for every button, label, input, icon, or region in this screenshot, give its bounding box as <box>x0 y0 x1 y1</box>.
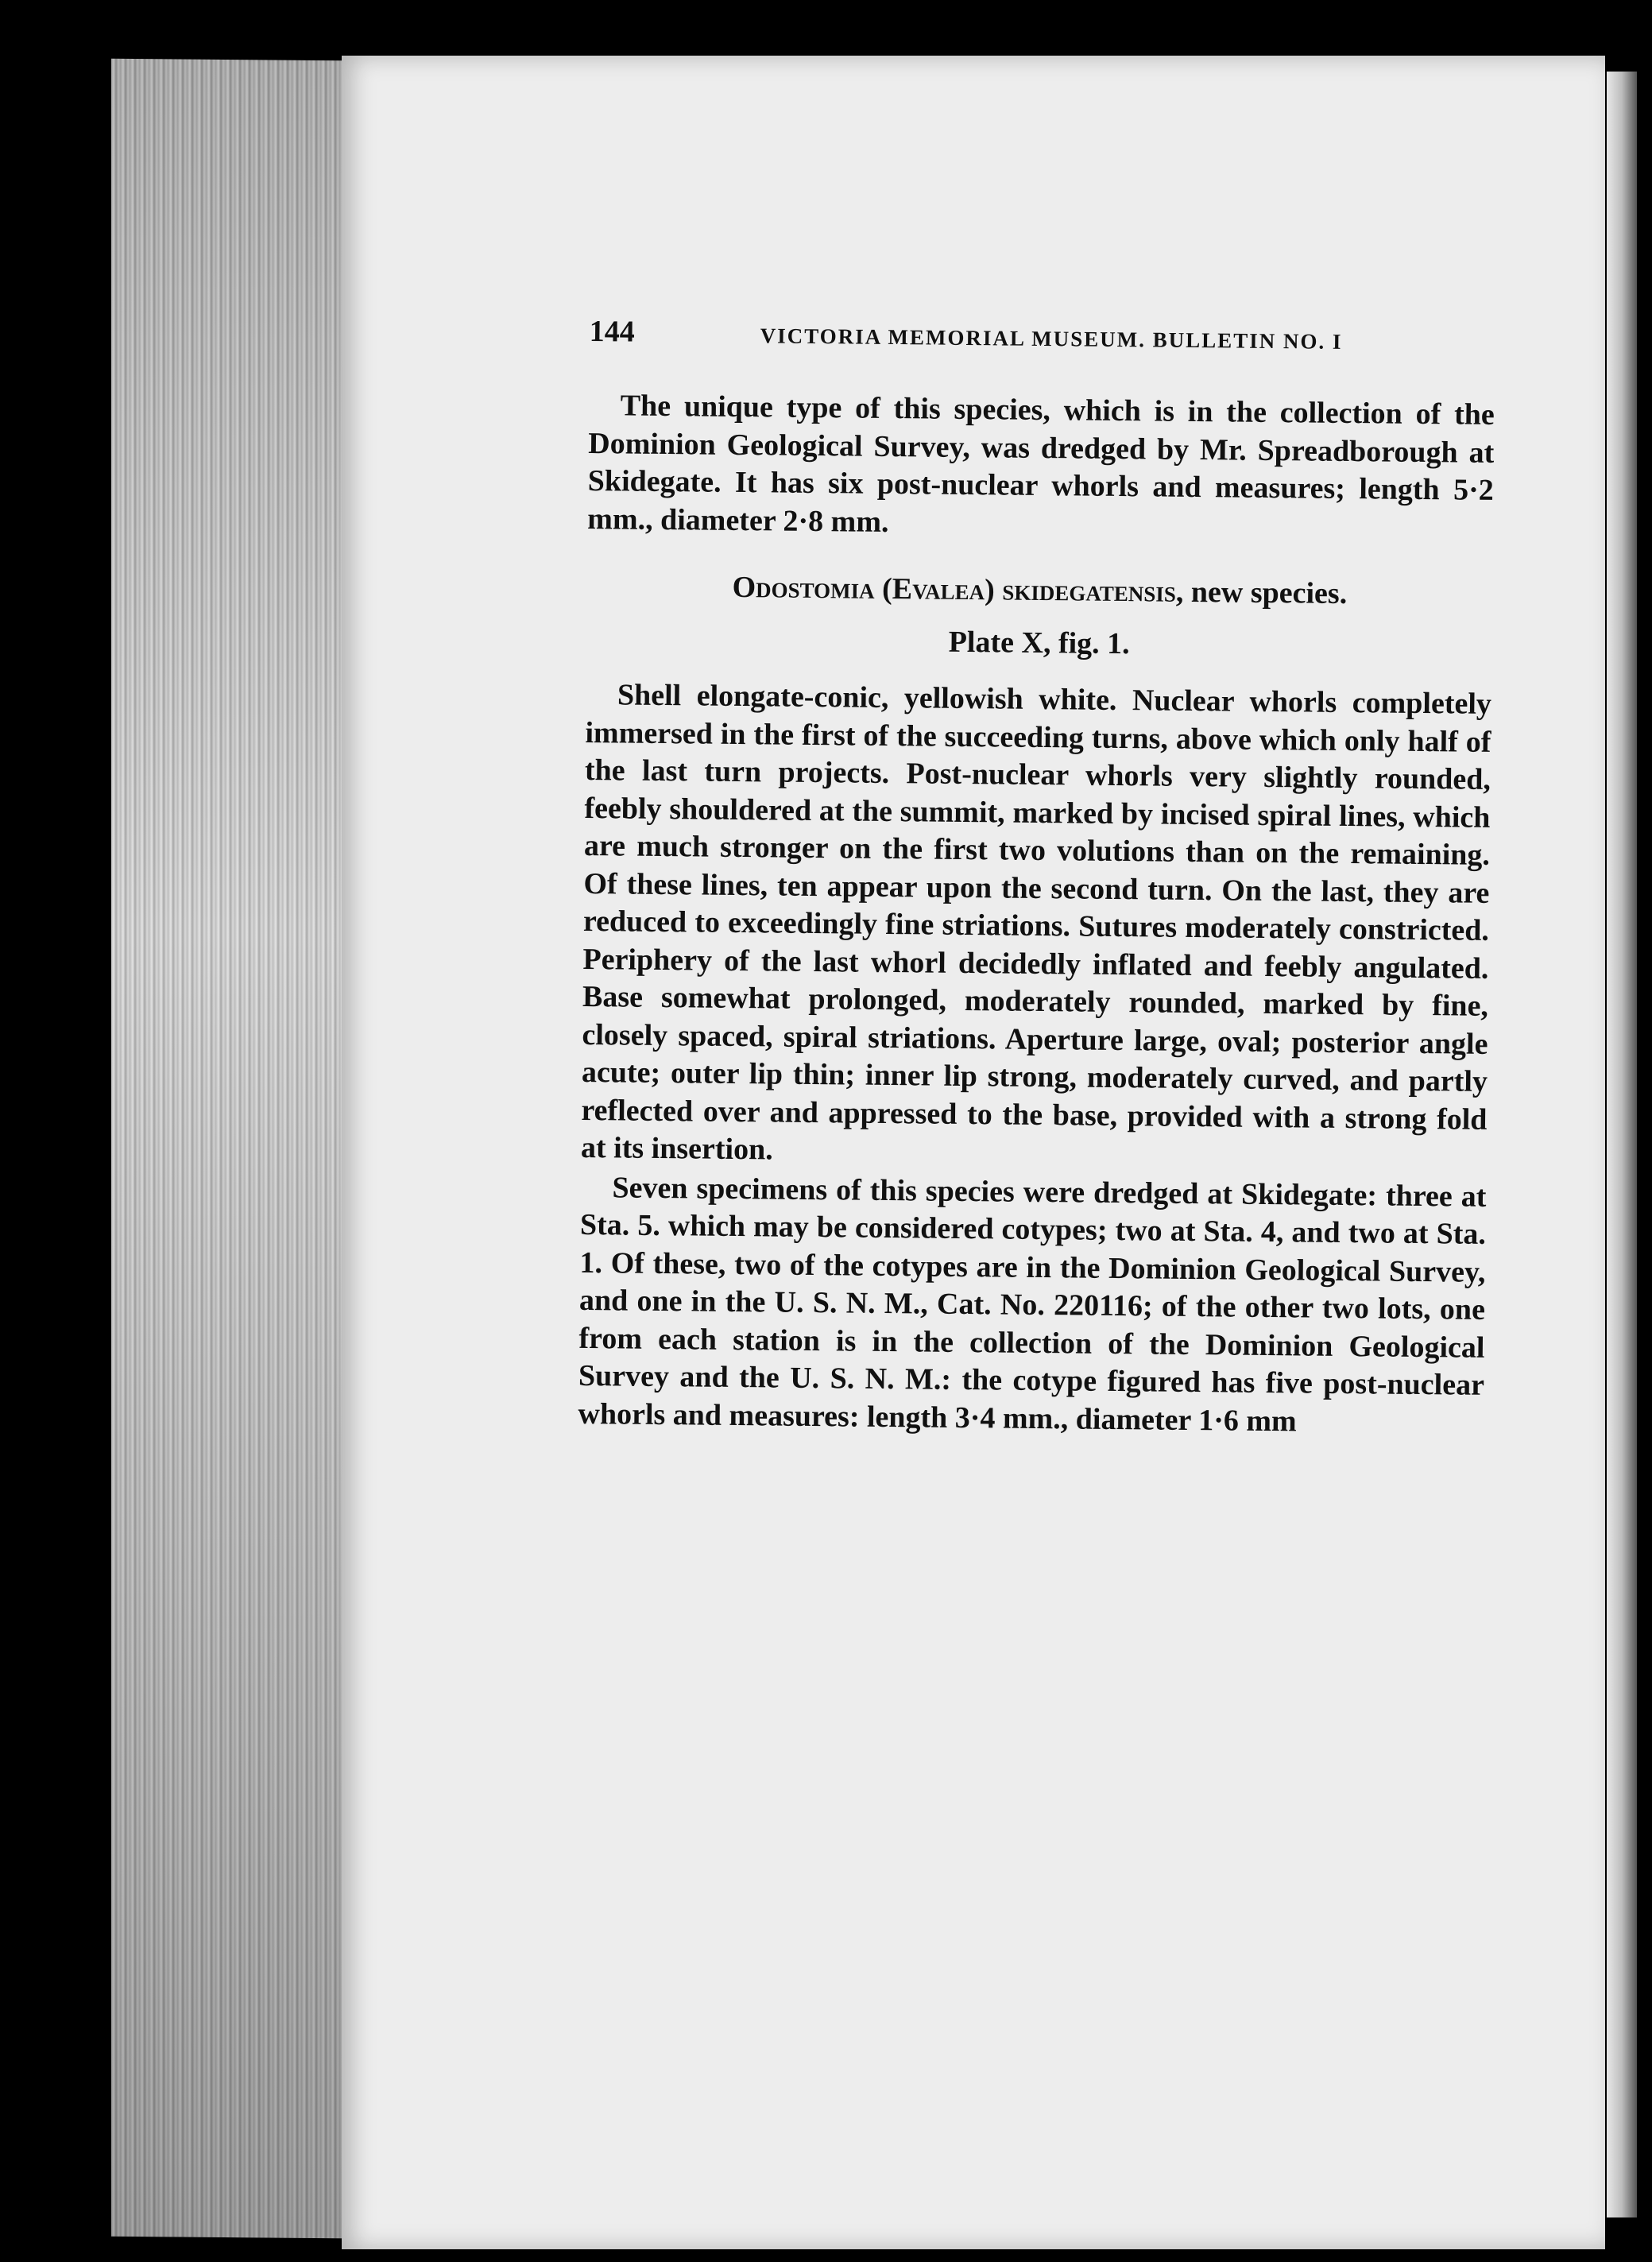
running-title: VICTORIA MEMORIAL MUSEUM. BULLETIN NO. I <box>760 323 1343 354</box>
species-name: Odostomia (Evalea) skidegatensis, <box>732 570 1184 609</box>
page-number: 144 <box>589 314 635 349</box>
species-heading <box>586 568 1492 613</box>
species-status: new species. <box>1190 575 1348 610</box>
description-paragraph: Shell elongate-conic, yellowish white. Nuclear whorls completely immersed in the first of the succeeding turns, above which only half of the last turn projects. Post-nuclear whorls very slightly rounded, feebly shouldered at the summit, marked by incised spiral lines, which are much stronger on the first two volutions than on the remaining. Of these lines, ten appear upon the second turn. On the last, they are reduced to exceedingly fine striations. Sutures moderately constricted. Periphery of the last whorl decidedly inflated and feebly angulated. Base somewhat prolonged, moderately rounded, marked by fine, closely spaced, spiral striations. Aperture large, oval; posterior angle acute; outer lip thin; inner lip strong, moderately curved, and partly reflected over and appressed to the base, provided with a strong fold at its insertion. <box>580 678 1492 1167</box>
book-page-edges <box>111 59 342 2239</box>
intro-paragraph: The unique type of this species, which is in the collection of the Dominion Geological Survey, was dredged by Mr. Spreadborough at Skidegate. It has six post-nuclear whorls and measures; length 5·2 mm., diameter 2·8 mm. <box>587 389 1495 539</box>
specimens-paragraph: Seven specimens of this species were dredged at Skidegate: three at Sta. 5. which may be considered cotypes; two at Sta. 4, and two at Sta. 1. Of these, two of the cotypes are in the Dominion Geological Survey, and one in the U. S. N. M., Cat. No. 220116; of the other two lots, one from each station is in the collection of the Dominion Geological Survey and the U. S. N. M.: the cotype figured has five post-nuclear whorls and measures: length 3·4 mm., diameter 1·6 mm <box>578 1170 1487 1438</box>
plate-reference: Plate X, fig. 1. <box>948 625 1130 661</box>
binding-edge <box>1607 72 1637 2217</box>
page-text-block <box>578 314 1495 1443</box>
